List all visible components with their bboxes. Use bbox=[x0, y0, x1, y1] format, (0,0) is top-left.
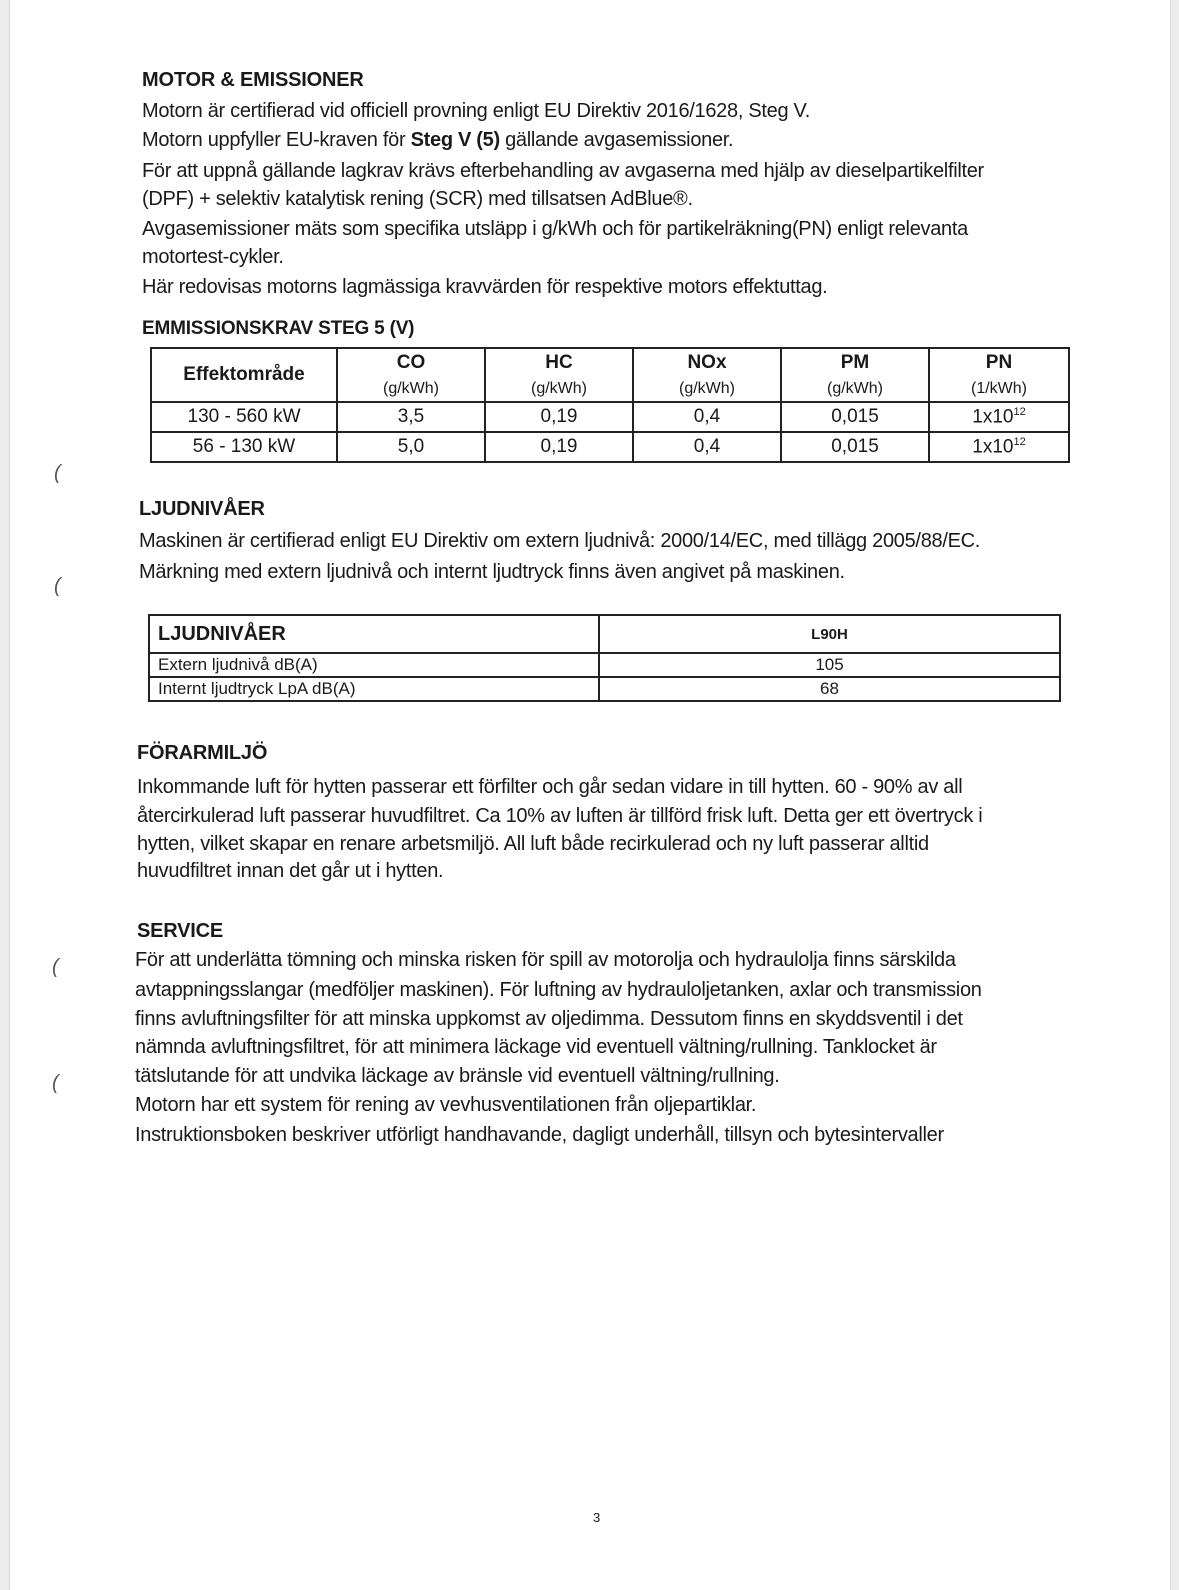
motor-line-text: Motorn uppfyller EU-kraven för bbox=[142, 129, 411, 151]
page-number: 3 bbox=[593, 1510, 601, 1525]
motor-line: motortest-cykler. bbox=[142, 246, 284, 268]
cab-line: Inkommande luft för hytten passerar ett förfilter och går sedan vidare in till hytten. 60 - 90% av all bbox=[137, 776, 963, 798]
margin-mark: ( bbox=[52, 1072, 59, 1094]
cab-line: återcirkulerad luft passerar huvudfiltret. Ca 10% av luften är tillförd frisk luft. Detta ger ett övertryck i bbox=[137, 805, 983, 827]
cell-label: Extern ljudnivå dB(A) bbox=[149, 653, 599, 677]
motor-line: Motorn är certifierad vid officiell provning enligt EU Direktiv 2016/1628, Steg V. bbox=[142, 100, 810, 122]
emission-table-header bbox=[151, 348, 1069, 402]
motor-line: (DPF) + selektiv katalytisk rening (SCR) med tillsatsen AdBlue®. bbox=[142, 188, 693, 210]
header-unit: (g/kWh) bbox=[827, 380, 883, 397]
cell-hc: 0,19 bbox=[485, 402, 633, 432]
service-line: finns avluftningsfilter för att minska uppkomst av oljedimma. Dessutom finns en skyddsventil i det bbox=[135, 1008, 963, 1030]
cab-line: hytten, vilket skapar en renare arbetsmiljö. All luft både recirkulerad och ny luft passerar alltid bbox=[137, 833, 929, 855]
table-row bbox=[149, 677, 1060, 701]
motor-line bbox=[142, 129, 733, 152]
header-co bbox=[337, 348, 485, 402]
cell-pm: 0,015 bbox=[781, 432, 929, 462]
motor-line-bold: Steg V (5) bbox=[410, 129, 500, 151]
header-nox bbox=[633, 348, 781, 402]
service-line: nämnda avluftningsfiltret, för att minimera läckage vid eventuell vältning/rullning. Tanklocket är bbox=[135, 1036, 937, 1058]
service-heading: SERVICE bbox=[137, 920, 224, 942]
header-label: Effektområde bbox=[183, 364, 305, 385]
header-unit: (g/kWh) bbox=[679, 380, 735, 397]
pn-base: 1x10 bbox=[972, 436, 1014, 458]
cell-nox: 0,4 bbox=[633, 402, 781, 432]
cell-pn bbox=[929, 432, 1069, 462]
header-label: NOx bbox=[687, 352, 727, 373]
sound-heading: LJUDNIVÅER bbox=[139, 498, 265, 520]
table-row bbox=[149, 653, 1060, 677]
pn-exponent: 12 bbox=[1013, 405, 1026, 418]
cell-co: 3,5 bbox=[337, 402, 485, 432]
margin-mark: ( bbox=[54, 462, 61, 484]
header-effektomrade bbox=[151, 348, 337, 402]
service-line: avtappningsslangar (medföljer maskinen). För luftning av hydrauloljetanken, axlar och transmission bbox=[135, 979, 982, 1001]
table-row bbox=[151, 402, 1069, 432]
cell-range: 56 - 130 kW bbox=[151, 432, 337, 462]
header-pm bbox=[781, 348, 929, 402]
pn-exponent: 12 bbox=[1013, 435, 1026, 448]
service-line: Instruktionsboken beskriver utförligt handhavande, dagligt underhåll, tillsyn och bytesintervaller bbox=[135, 1124, 944, 1146]
sound-table-model: L90H bbox=[599, 615, 1060, 653]
cell-value: 68 bbox=[599, 677, 1060, 701]
service-line: För att underlätta tömning och minska risken för spill av motorolja och hydraulolja finns särskilda bbox=[135, 949, 956, 971]
sound-table-header bbox=[149, 615, 1060, 653]
motor-line: För att uppnå gällande lagkrav krävs efterbehandling av avgaserna med hjälp av dieselpartikelfilter bbox=[142, 160, 984, 182]
cab-heading: FÖRARMILJÖ bbox=[137, 742, 268, 764]
sound-table bbox=[148, 614, 1061, 702]
header-label: PN bbox=[985, 352, 1013, 373]
header-label: HC bbox=[545, 352, 573, 373]
emission-table bbox=[150, 347, 1070, 463]
service-line: tätslutande för att undvika läckage av bränsle vid eventuell vältning/rullning. bbox=[135, 1065, 780, 1087]
emission-table-title: EMMISSIONSKRAV STEG 5 (V) bbox=[142, 318, 415, 339]
cell-pn bbox=[929, 402, 1069, 432]
margin-mark: ( bbox=[52, 956, 59, 978]
header-label: PM bbox=[840, 352, 870, 373]
margin-mark: ( bbox=[54, 575, 61, 597]
cell-pm: 0,015 bbox=[781, 402, 929, 432]
header-label: CO bbox=[396, 352, 426, 373]
cell-label: Internt ljudtryck LpA dB(A) bbox=[149, 677, 599, 701]
header-hc bbox=[485, 348, 633, 402]
sound-line: Maskinen är certifierad enligt EU Direktiv om extern ljudnivå: 2000/14/EC, med tillägg 2005/88/EC. bbox=[139, 530, 981, 552]
header-unit: (g/kWh) bbox=[383, 380, 439, 397]
motor-line: Avgasemissioner mäts som specifika utsläpp i g/kWh och för partikelräkning(PN) enligt relevanta bbox=[142, 218, 968, 240]
header-unit: (1/kWh) bbox=[971, 380, 1027, 397]
cell-co: 5,0 bbox=[337, 432, 485, 462]
header-pn bbox=[929, 348, 1069, 402]
motor-line: Här redovisas motorns lagmässiga kravvärden för respektive motors effektuttag. bbox=[142, 276, 828, 298]
cell-nox: 0,4 bbox=[633, 432, 781, 462]
sound-table-title: LJUDNIVÅER bbox=[149, 615, 599, 653]
motor-line-text: gällande avgasemissioner. bbox=[505, 129, 734, 151]
motor-heading: MOTOR & EMISSIONER bbox=[142, 69, 364, 91]
cell-hc: 0,19 bbox=[485, 432, 633, 462]
header-unit: (g/kWh) bbox=[531, 380, 587, 397]
cab-line: huvudfiltret innan det går ut i hytten. bbox=[137, 860, 444, 882]
table-row bbox=[151, 432, 1069, 462]
pn-base: 1x10 bbox=[972, 406, 1014, 428]
cell-range: 130 - 560 kW bbox=[151, 402, 337, 432]
service-line: Motorn har ett system för rening av vevhusventilationen från oljepartiklar. bbox=[135, 1094, 757, 1116]
cell-value: 105 bbox=[599, 653, 1060, 677]
document-page bbox=[9, 0, 1171, 1590]
sound-line: Märkning med extern ljudnivå och internt ljudtryck finns även angivet på maskinen. bbox=[139, 561, 845, 583]
